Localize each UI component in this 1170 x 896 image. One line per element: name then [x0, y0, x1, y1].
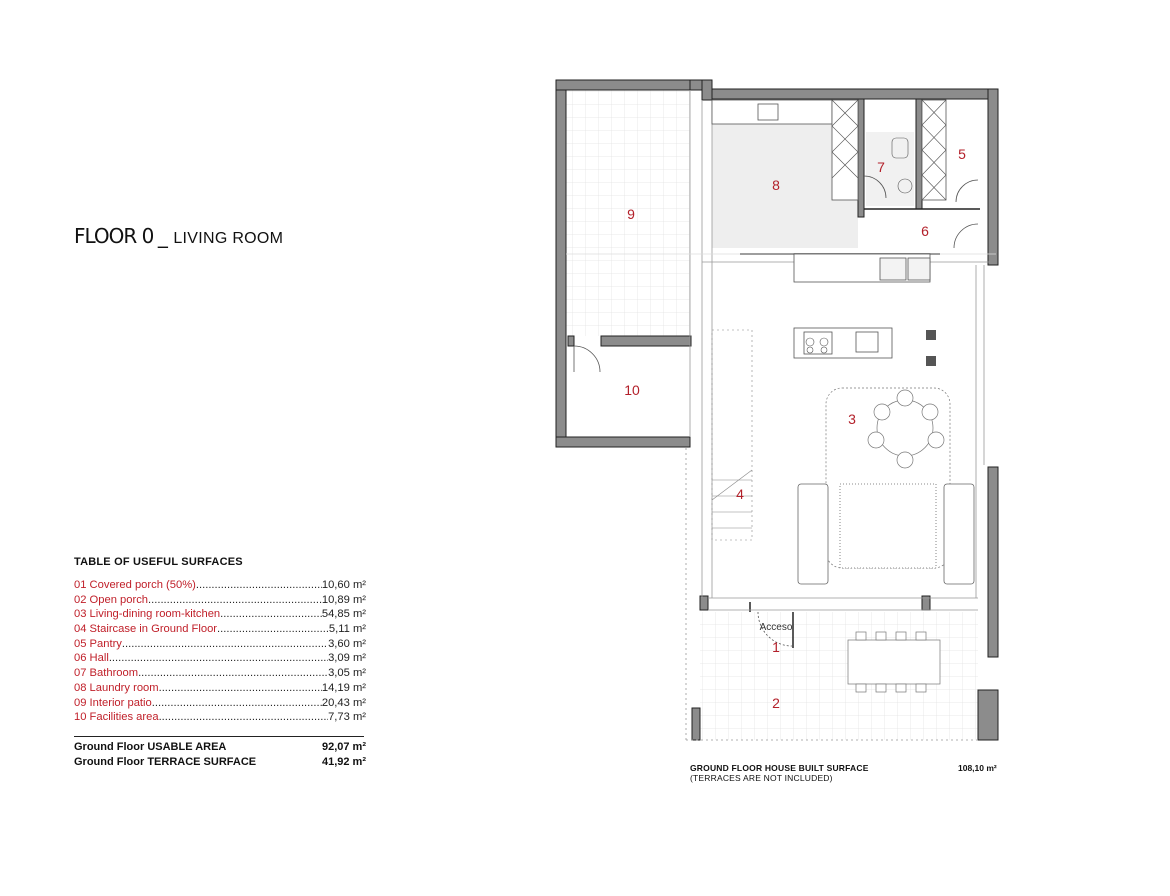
row-label: 04 Staircase in Ground Floor: [74, 623, 218, 636]
room-number-2: 2: [772, 695, 780, 711]
room-number-3: 3: [848, 411, 856, 427]
entrance-label: Acceso: [759, 622, 793, 633]
row-label: 01 Covered porch (50%): [74, 579, 196, 591]
row-value: 3,05 m²: [328, 667, 366, 680]
row-value: 20,43 m²: [321, 696, 366, 709]
row-label: 09 Interior patio: [74, 696, 152, 709]
row-label: 10 Facilities area: [74, 711, 159, 724]
row-label: 07 Bathroom: [74, 667, 139, 680]
built-surface-note-text: (TERRACES ARE NOT INCLUDED): [690, 773, 833, 783]
floor-label: FLOOR 0: [74, 224, 154, 248]
porch-table: [848, 632, 940, 692]
sofas: [798, 484, 974, 584]
title-separator: _: [157, 224, 167, 248]
row-label: 02 Open porch: [74, 593, 149, 606]
total-label: Ground Floor TERRACE SURFACE: [74, 755, 257, 768]
row-label: 06 Hall: [74, 652, 109, 665]
row-value: 5,11 m²: [328, 623, 366, 636]
row-value: 54,85 m²: [321, 608, 366, 621]
room-number-8: 8: [772, 177, 780, 193]
row-value: 10,89 m²: [321, 593, 366, 606]
room-number-9: 9: [627, 206, 635, 222]
bathroom-floor: [866, 132, 914, 206]
total-value: 92,07 m²: [321, 741, 366, 753]
room-number-10: 10: [624, 382, 640, 398]
row-value: 7,73 m²: [328, 711, 366, 724]
room-number-1: 1: [772, 639, 780, 655]
room-number-4: 4: [736, 486, 744, 502]
floor-subtitle: LIVING ROOM: [173, 230, 284, 247]
row-label: 08 Laundry room: [74, 681, 159, 694]
row-value: 10,60 m²: [321, 579, 366, 591]
total-label: Ground Floor USABLE AREA: [74, 741, 227, 753]
room-number-5: 5: [958, 146, 966, 162]
room-number-6: 6: [921, 223, 929, 239]
built-surface-value: 108,10 m²: [958, 763, 997, 773]
row-value: 14,19 m²: [321, 681, 366, 694]
total-value: 41,92 m²: [321, 755, 366, 768]
row-label: 03 Living-dining room-kitchen: [74, 608, 221, 621]
row-value: 3,60 m²: [328, 637, 366, 650]
row-label: 05 Pantry: [74, 637, 122, 650]
surfaces-table-title: TABLE OF USEFUL SURFACES: [74, 556, 243, 568]
built-surface-label: GROUND FLOOR HOUSE BUILT SURFACE: [690, 763, 869, 773]
staircase: [712, 330, 752, 540]
row-value: 3,09 m²: [328, 652, 366, 665]
room-number-7: 7: [877, 159, 885, 175]
